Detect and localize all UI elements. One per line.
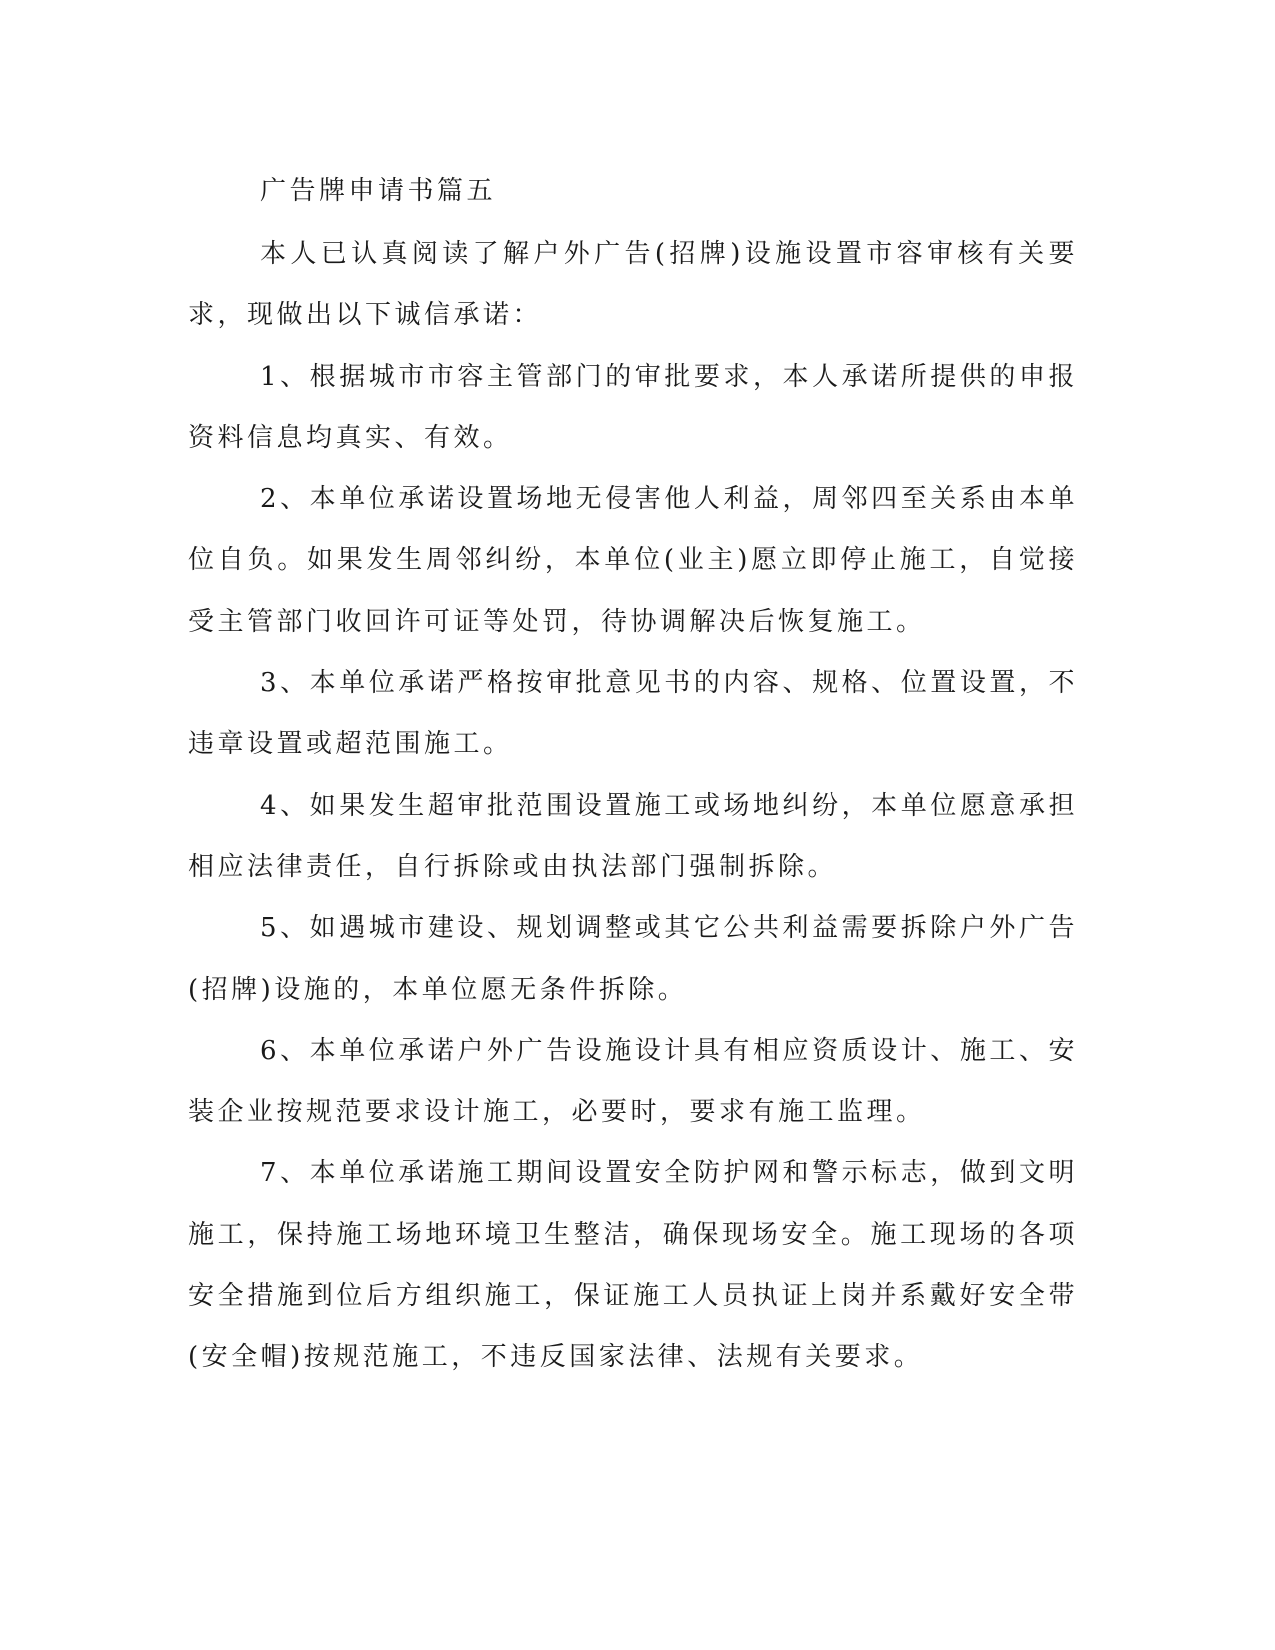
paragraph-item-3: 3、本单位承诺严格按审批意见书的内容、规格、位置设置，不违章设置或超范围施工。 [188, 668, 1078, 760]
paragraph-item-5: 5、如遇城市建设、规划调整或其它公共利益需要拆除户外广告(招牌)设施的，本单位愿无条件拆除。 [188, 913, 1078, 1005]
paragraph-item-7: 7、本单位承诺施工期间设置安全防护网和警示标志，做到文明施工，保持施工场地环境卫生整洁，确保现场安全。施工现场的各项安全措施到位后方组织施工，保证施工人员执证上岗并系戴好安全带(安全帽)按规范施工，不违反国家法律、法规有关要求。 [188, 1158, 1078, 1373]
document-title: 广告牌申请书篇五 [260, 176, 497, 206]
paragraph-item-6: 6、本单位承诺户外广告设施设计具有相应资质设计、施工、安装企业按规范要求设计施工，必要时，要求有施工监理。 [188, 1035, 1078, 1128]
paragraph-intro: 本人已认真阅读了解户外广告(招牌)设施设置市容审核有关要求，现做出以下诚信承诺： [188, 239, 1078, 331]
paragraph-item-2: 2、本单位承诺设置场地无侵害他人利益，周邻四至关系由本单位自负。如果发生周邻纠纷，本单位(业主)愿立即停止施工，自觉接受主管部门收回许可证等处罚，待协调解决后恢复施工。 [188, 484, 1078, 637]
paragraph-item-4: 4、如果发生超审批范围设置施工或场地纠纷，本单位愿意承担相应法律责任，自行拆除或由执法部门强制拆除。 [188, 790, 1078, 882]
paragraph-item-1: 1、根据城市市容主管部门的审批要求，本人承诺所提供的申报资料信息均真实、有效。 [188, 361, 1078, 453]
document-body [188, 224, 1078, 1389]
